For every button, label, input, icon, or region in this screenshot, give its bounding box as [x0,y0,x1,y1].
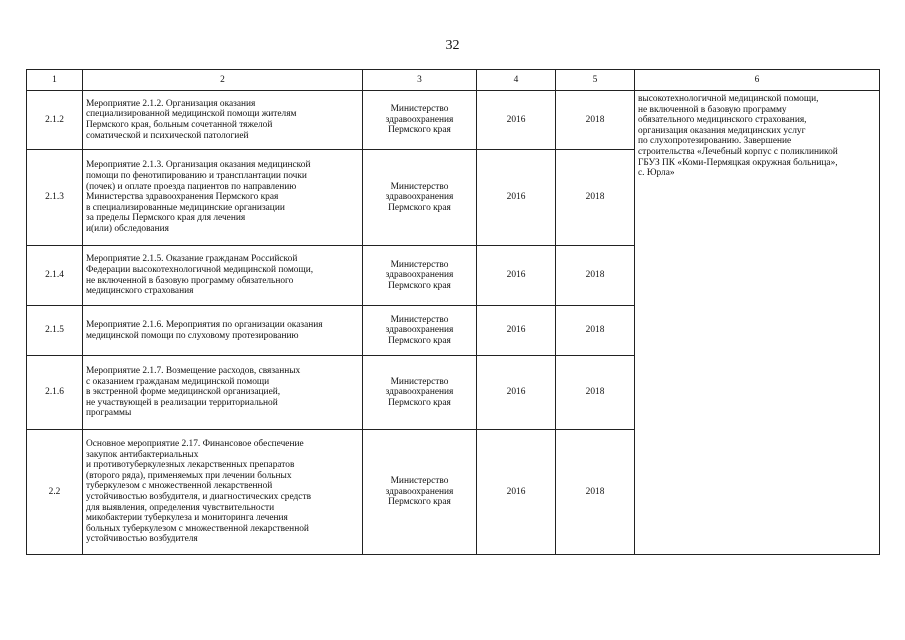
header-col-6: 6 [635,70,880,91]
start-year: 2016 [477,246,556,306]
header-col-5: 5 [556,70,635,91]
program-table [26,69,880,555]
measure-description: Мероприятие 2.1.3. Организация оказания медицинской помощи по фенотипированию и трансплантации почки (почек) и оплате проезда пациентов по направлению Министерства здравоохранения Пермского края в специализированные медицинские организации за пределы Пермского края для лечения и(или) обследования [83,150,363,246]
measure-description: Мероприятие 2.1.2. Организация оказания специализированной медицинской помощи жителям Пермского края, больным сочетанной тяжелой соматической и психической патологией [83,91,363,150]
start-year: 2016 [477,356,556,430]
row-number: 2.1.2 [27,91,83,150]
page-number: 32 [445,38,460,53]
start-year: 2016 [477,91,556,150]
row-number: 2.1.5 [27,306,83,356]
measure-description: Мероприятие 2.1.5. Оказание гражданам Российской Федерации высокотехнологичной медицинской помощи, не включенной в базовую программу обязательного медицинского страхования [83,246,363,306]
end-year: 2018 [556,430,635,555]
executor: Министерство здравоохранения Пермского края [363,356,477,430]
row-number: 2.1.4 [27,246,83,306]
start-year: 2016 [477,306,556,356]
table-row [27,91,880,150]
row-number: 2.2 [27,430,83,555]
header-col-3: 3 [363,70,477,91]
start-year: 2016 [477,430,556,555]
executor: Министерство здравоохранения Пермского края [363,150,477,246]
header-col-2: 2 [83,70,363,91]
end-year: 2018 [556,150,635,246]
executor: Министерство здравоохранения Пермского края [363,430,477,555]
end-year: 2018 [556,356,635,430]
row-number: 2.1.3 [27,150,83,246]
table-header-row [27,70,880,91]
measure-description: Мероприятие 2.1.6. Мероприятия по организации оказания медицинской помощи по слуховому протезированию [83,306,363,356]
expected-result: высокотехнологичной медицинской помощи, не включенной в базовую программу обязательного медицинского страхования, организация оказания медицинских услуг по слухопротезированию. Завершение строительства «Лечебный корпус с поликлиникой ГБУЗ ПК «Коми-Пермяцкая окружная больница», с. Юрла» [635,91,880,555]
executor: Министерство здравоохранения Пермского края [363,91,477,150]
start-year: 2016 [477,150,556,246]
executor: Министерство здравоохранения Пермского края [363,246,477,306]
header-col-4: 4 [477,70,556,91]
executor: Министерство здравоохранения Пермского края [363,306,477,356]
measure-description: Основное мероприятие 2.17. Финансовое обеспечение закупок антибактериальных и противотуберкулезных лекарственных препаратов (второго ряда), применяемых при лечении больных туберкулезом с множественной лекарственной устойчивостью возбудителя, и диагностических средств для выявления, определения чувствительности микобактерии туберкулеза и мониторинга лечения больных туберкулезом с множественной лекарственной устойчивостью возбудителя [83,430,363,555]
measure-description: Мероприятие 2.1.7. Возмещение расходов, связанных с оказанием гражданам медицинской помощи в экстренной форме медицинской организацией, не участвующей в реализации территориальной программы [83,356,363,430]
header-col-1: 1 [27,70,83,91]
end-year: 2018 [556,246,635,306]
end-year: 2018 [556,91,635,150]
end-year: 2018 [556,306,635,356]
row-number: 2.1.6 [27,356,83,430]
